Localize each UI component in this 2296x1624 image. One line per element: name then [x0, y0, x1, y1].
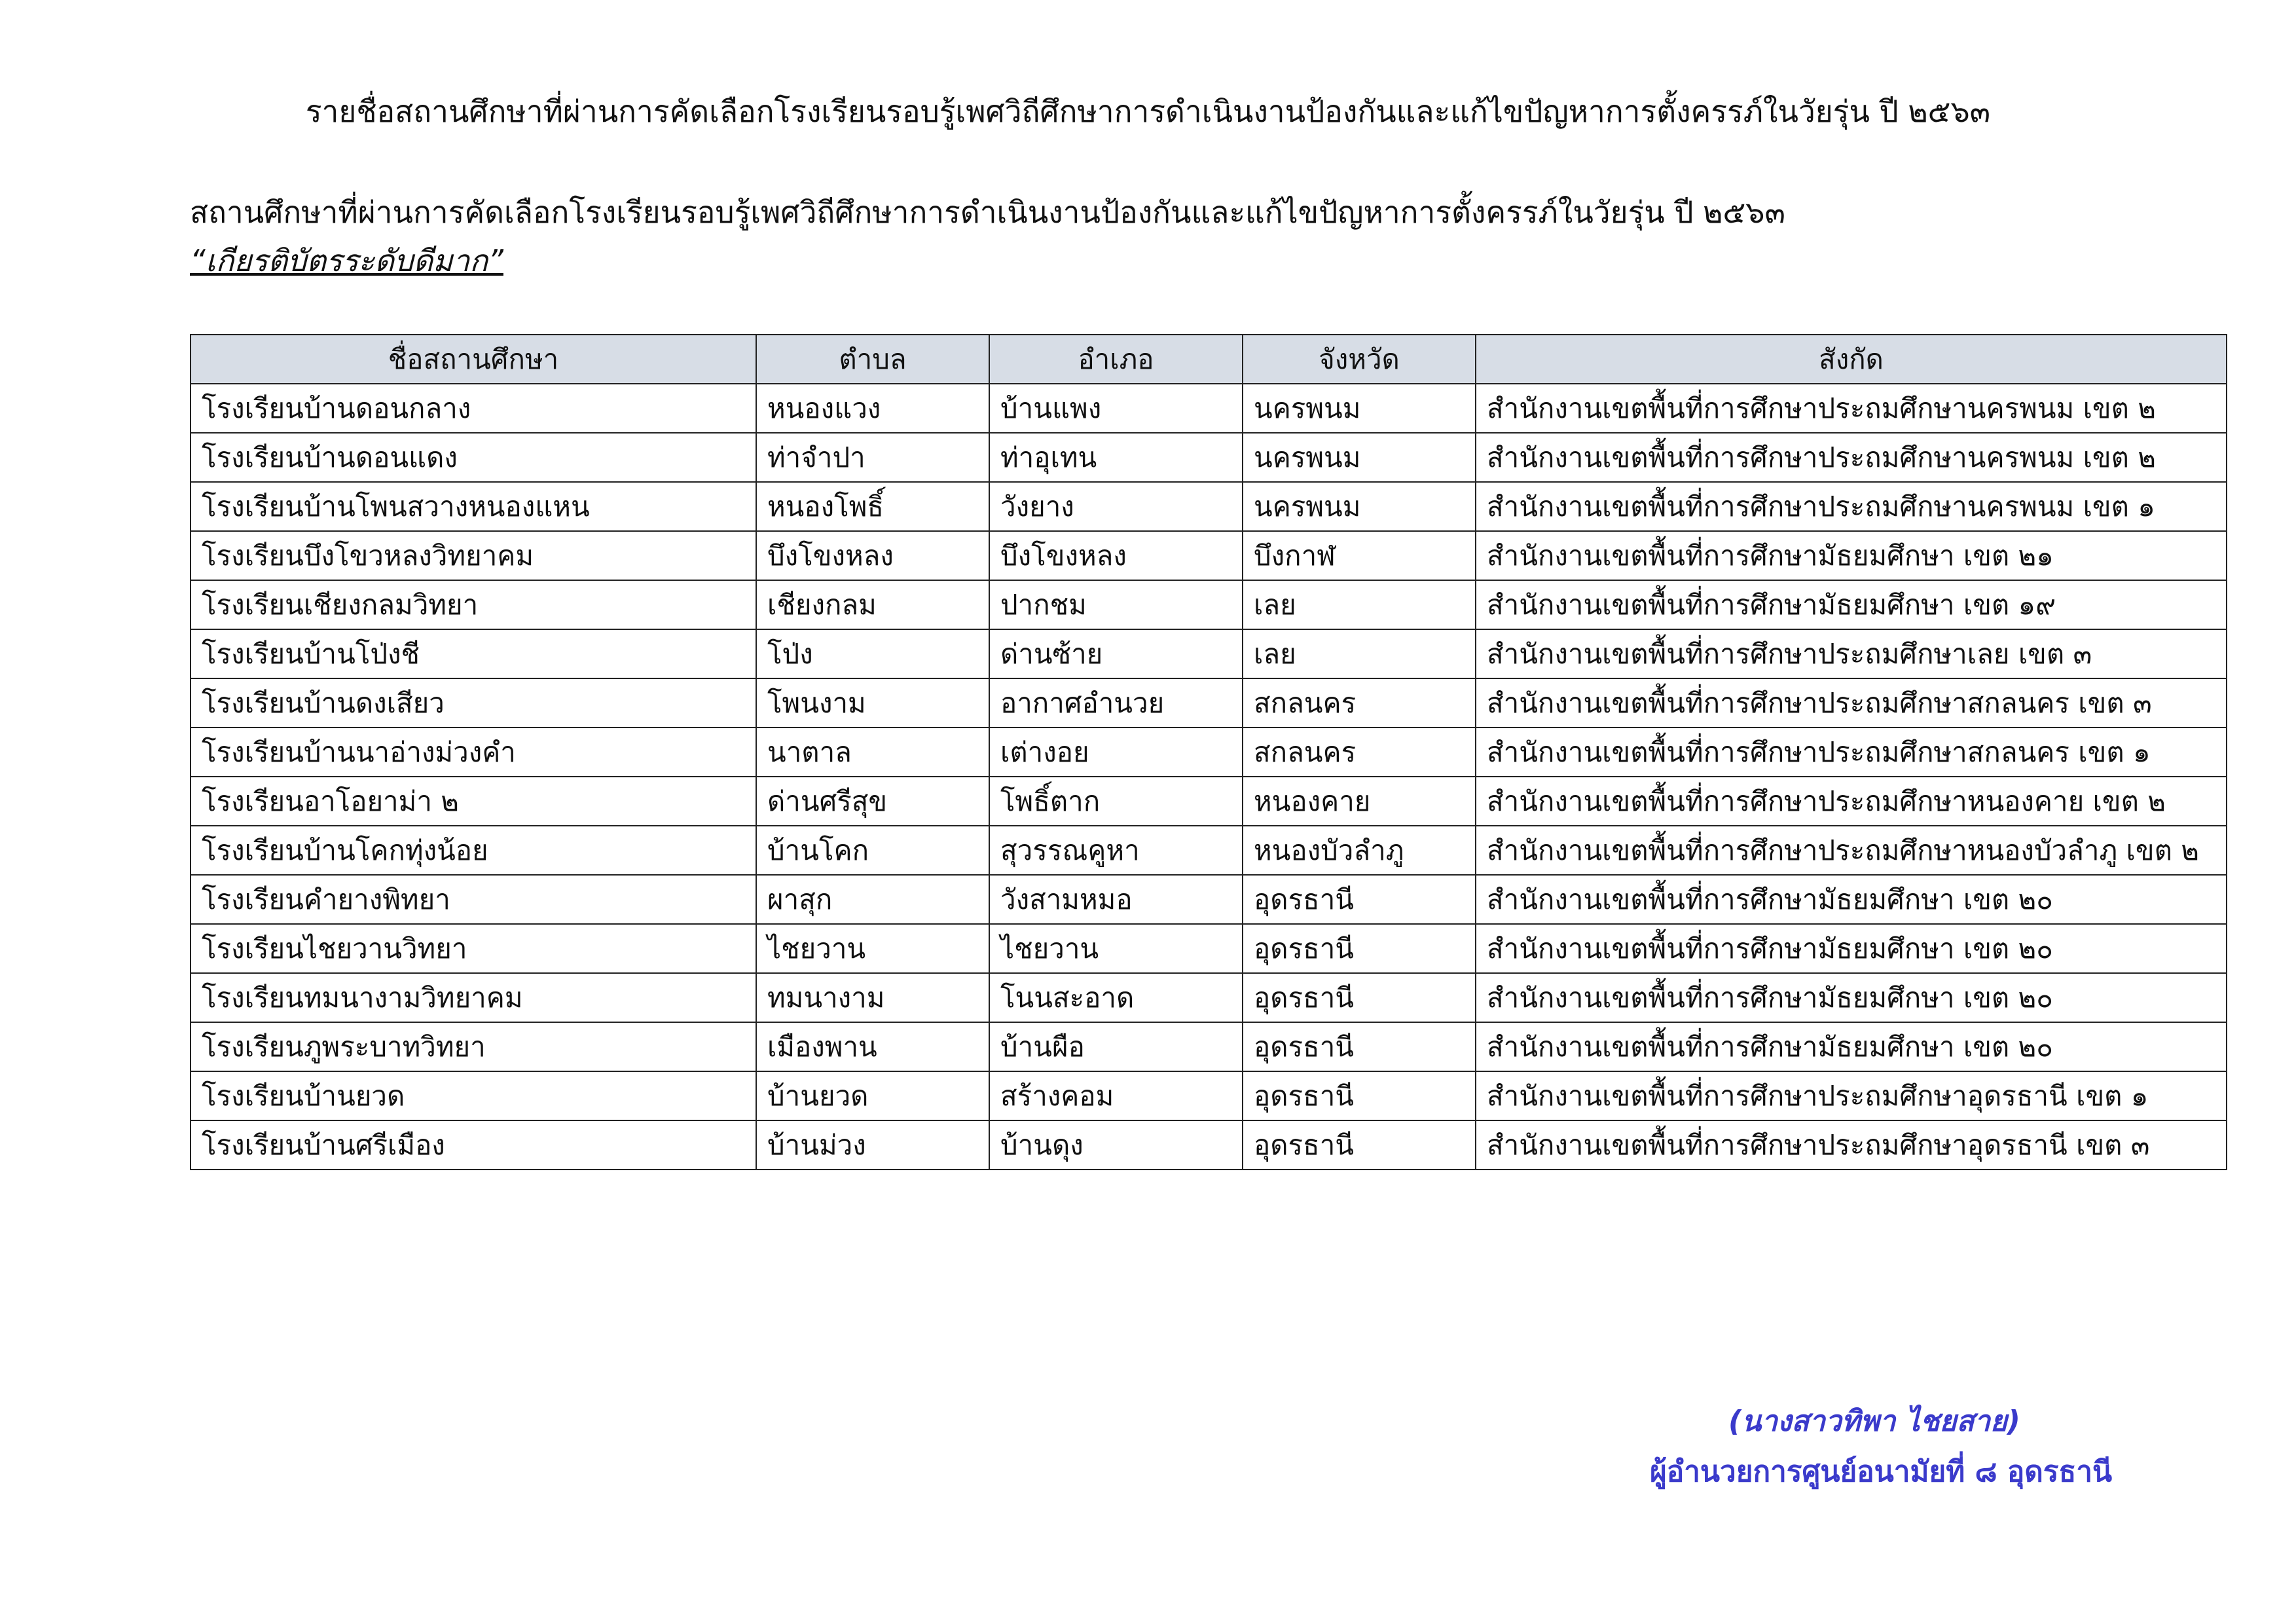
cell-province: หนองคาย — [1243, 777, 1476, 826]
cell-affiliation: สำนักงานเขตพื้นที่การศึกษาประถมศึกษาสกลนคร เขต ๑ — [1476, 728, 2227, 777]
table-row — [191, 924, 2227, 973]
cell-province: สกลนคร — [1243, 728, 1476, 777]
cell-subdistrict: นาตาล — [756, 728, 989, 777]
cell-district: ท่าอุเทน — [989, 433, 1243, 482]
cell-affiliation: สำนักงานเขตพื้นที่การศึกษามัธยมศึกษา เขต ๒๐ — [1476, 1022, 2227, 1071]
cell-province: นครพนม — [1243, 482, 1476, 531]
table-row — [191, 728, 2227, 777]
column-header-subdistrict: ตำบล — [756, 335, 989, 384]
cell-province: สกลนคร — [1243, 678, 1476, 728]
column-header-affiliation: สังกัด — [1476, 335, 2227, 384]
cell-district: อากาศอำนวย — [989, 678, 1243, 728]
cell-district: ด่านซ้าย — [989, 629, 1243, 678]
cell-district: ไชยวาน — [989, 924, 1243, 973]
cell-subdistrict: หนองโพธิ์ — [756, 482, 989, 531]
cell-school: โรงเรียนบ้านโพนสวางหนองแหน — [191, 482, 756, 531]
table-row — [191, 1120, 2227, 1170]
cell-district: บึงโขงหลง — [989, 531, 1243, 580]
cell-subdistrict: บ้านม่วง — [756, 1120, 989, 1170]
cell-district: สร้างคอม — [989, 1071, 1243, 1120]
cell-school: โรงเรียนทมนางามวิทยาคม — [191, 973, 756, 1022]
cell-province: นครพนม — [1243, 384, 1476, 433]
cell-affiliation: สำนักงานเขตพื้นที่การศึกษามัธยมศึกษา เขต ๒๐ — [1476, 973, 2227, 1022]
cell-subdistrict: โพนงาม — [756, 678, 989, 728]
cell-school: โรงเรียนเชียงกลมวิทยา — [191, 580, 756, 629]
cell-province: อุดรธานี — [1243, 1120, 1476, 1170]
cell-subdistrict: บ้านยวด — [756, 1071, 989, 1120]
cell-district: โพธิ์ตาก — [989, 777, 1243, 826]
cell-subdistrict: ด่านศรีสุข — [756, 777, 989, 826]
cell-school: โรงเรียนไชยวานวิทยา — [191, 924, 756, 973]
cell-province: อุดรธานี — [1243, 924, 1476, 973]
cell-province: เลย — [1243, 580, 1476, 629]
cell-subdistrict: ผาสุก — [756, 875, 989, 924]
cell-affiliation: สำนักงานเขตพื้นที่การศึกษามัธยมศึกษา เขต ๒๑ — [1476, 531, 2227, 580]
table-row — [191, 973, 2227, 1022]
cell-district: วังสามหมอ — [989, 875, 1243, 924]
column-header-school: ชื่อสถานศึกษา — [191, 335, 756, 384]
table-row — [191, 1071, 2227, 1120]
table-row — [191, 531, 2227, 580]
cell-subdistrict: เชียงกลม — [756, 580, 989, 629]
cell-school: โรงเรียนภูพระบาทวิทยา — [191, 1022, 756, 1071]
table-row — [191, 482, 2227, 531]
cell-province: หนองบัวลำภู — [1243, 826, 1476, 875]
table-row — [191, 777, 2227, 826]
cell-school: โรงเรียนบ้านโคกทุ่งน้อย — [191, 826, 756, 875]
table-row — [191, 384, 2227, 433]
table-header-row — [191, 335, 2227, 384]
cell-subdistrict: บ้านโคก — [756, 826, 989, 875]
cell-province: อุดรธานี — [1243, 1071, 1476, 1120]
cell-province: เลย — [1243, 629, 1476, 678]
cell-district: วังยาง — [989, 482, 1243, 531]
table-row — [191, 1022, 2227, 1071]
table-row — [191, 875, 2227, 924]
cell-subdistrict: หนองแวง — [756, 384, 989, 433]
signatory-position: ผู้อำนวยการศูนย์อนามัยที่ ๘ อุดรธานี — [1650, 1455, 2113, 1488]
cell-province: บึงกาฬ — [1243, 531, 1476, 580]
column-header-district: อำเภอ — [989, 335, 1243, 384]
cell-province: อุดรธานี — [1243, 973, 1476, 1022]
cell-subdistrict: ไชยวาน — [756, 924, 989, 973]
cell-district: สุวรรณคูหา — [989, 826, 1243, 875]
cell-affiliation: สำนักงานเขตพื้นที่การศึกษามัธยมศึกษา เขต ๑๙ — [1476, 580, 2227, 629]
cell-school: โรงเรียนบึงโขวหลงวิทยาคม — [191, 531, 756, 580]
column-header-province: จังหวัด — [1243, 335, 1476, 384]
cell-province: อุดรธานี — [1243, 875, 1476, 924]
cell-district: บ้านดุง — [989, 1120, 1243, 1170]
table-row — [191, 433, 2227, 482]
cell-school: โรงเรียนบ้านดอนกลาง — [191, 384, 756, 433]
cell-affiliation: สำนักงานเขตพื้นที่การศึกษาประถมศึกษานครพนม เขต ๒ — [1476, 384, 2227, 433]
cell-school: โรงเรียนคำยางพิทยา — [191, 875, 756, 924]
cell-school: โรงเรียนอาโอยาม่า ๒ — [191, 777, 756, 826]
cell-affiliation: สำนักงานเขตพื้นที่การศึกษาประถมศึกษาเลย เขต ๓ — [1476, 629, 2227, 678]
cell-district: บ้านแพง — [989, 384, 1243, 433]
table-row — [191, 580, 2227, 629]
table-row — [191, 678, 2227, 728]
cell-school: โรงเรียนบ้านดงเสียว — [191, 678, 756, 728]
cell-school: โรงเรียนบ้านโป่งชี — [191, 629, 756, 678]
cell-affiliation: สำนักงานเขตพื้นที่การศึกษามัธยมศึกษา เขต ๒๐ — [1476, 875, 2227, 924]
cell-school: โรงเรียนบ้านดอนแดง — [191, 433, 756, 482]
cell-subdistrict: โป่ง — [756, 629, 989, 678]
document-title: รายชื่อสถานศึกษาที่ผ่านการคัดเลือกโรงเรียนรอบรู้เพศวิถีศึกษาการดำเนินงานป้องกันและแก้ไขปัญหาการตั้งครรภ์ในวัยรุ่น ปี ๒๕๖๓ — [305, 94, 1991, 129]
award-level: “เกียรติบัตรระดับดีมาก” — [190, 243, 503, 278]
table-row — [191, 826, 2227, 875]
cell-school: โรงเรียนบ้านยวด — [191, 1071, 756, 1120]
cell-affiliation: สำนักงานเขตพื้นที่การศึกษาประถมศึกษาอุดรธานี เขต ๑ — [1476, 1071, 2227, 1120]
cell-district: เต่างอย — [989, 728, 1243, 777]
cell-subdistrict: บึงโขงหลง — [756, 531, 989, 580]
cell-affiliation: สำนักงานเขตพื้นที่การศึกษาประถมศึกษาอุดรธานี เขต ๓ — [1476, 1120, 2227, 1170]
signatory-name: (นางสาวทิพา ไชยสาย) — [1728, 1405, 2020, 1438]
cell-district: ปากชม — [989, 580, 1243, 629]
cell-affiliation: สำนักงานเขตพื้นที่การศึกษาประถมศึกษานครพนม เขต ๒ — [1476, 433, 2227, 482]
cell-affiliation: สำนักงานเขตพื้นที่การศึกษาประถมศึกษาสกลนคร เขต ๓ — [1476, 678, 2227, 728]
document-subtitle: สถานศึกษาที่ผ่านการคัดเลือกโรงเรียนรอบรู้เพศวิถีศึกษาการดำเนินงานป้องกันและแก้ไขปัญหาการตั้งครรภ์ในวัยรุ่น ปี ๒๕๖๓ — [190, 194, 1785, 230]
schools-table — [190, 334, 2227, 1170]
cell-school: โรงเรียนบ้านศรีเมือง — [191, 1120, 756, 1170]
cell-affiliation: สำนักงานเขตพื้นที่การศึกษามัธยมศึกษา เขต ๒๐ — [1476, 924, 2227, 973]
cell-province: นครพนม — [1243, 433, 1476, 482]
cell-province: อุดรธานี — [1243, 1022, 1476, 1071]
cell-subdistrict: ท่าจำปา — [756, 433, 989, 482]
table-row — [191, 629, 2227, 678]
cell-affiliation: สำนักงานเขตพื้นที่การศึกษาประถมศึกษาหนองคาย เขต ๒ — [1476, 777, 2227, 826]
cell-district: โนนสะอาด — [989, 973, 1243, 1022]
cell-subdistrict: ทมนางาม — [756, 973, 989, 1022]
cell-affiliation: สำนักงานเขตพื้นที่การศึกษาประถมศึกษานครพนม เขต ๑ — [1476, 482, 2227, 531]
cell-district: บ้านผือ — [989, 1022, 1243, 1071]
cell-school: โรงเรียนบ้านนาอ่างม่วงคำ — [191, 728, 756, 777]
cell-subdistrict: เมืองพาน — [756, 1022, 989, 1071]
cell-affiliation: สำนักงานเขตพื้นที่การศึกษาประถมศึกษาหนองบัวลำภู เขต ๒ — [1476, 826, 2227, 875]
